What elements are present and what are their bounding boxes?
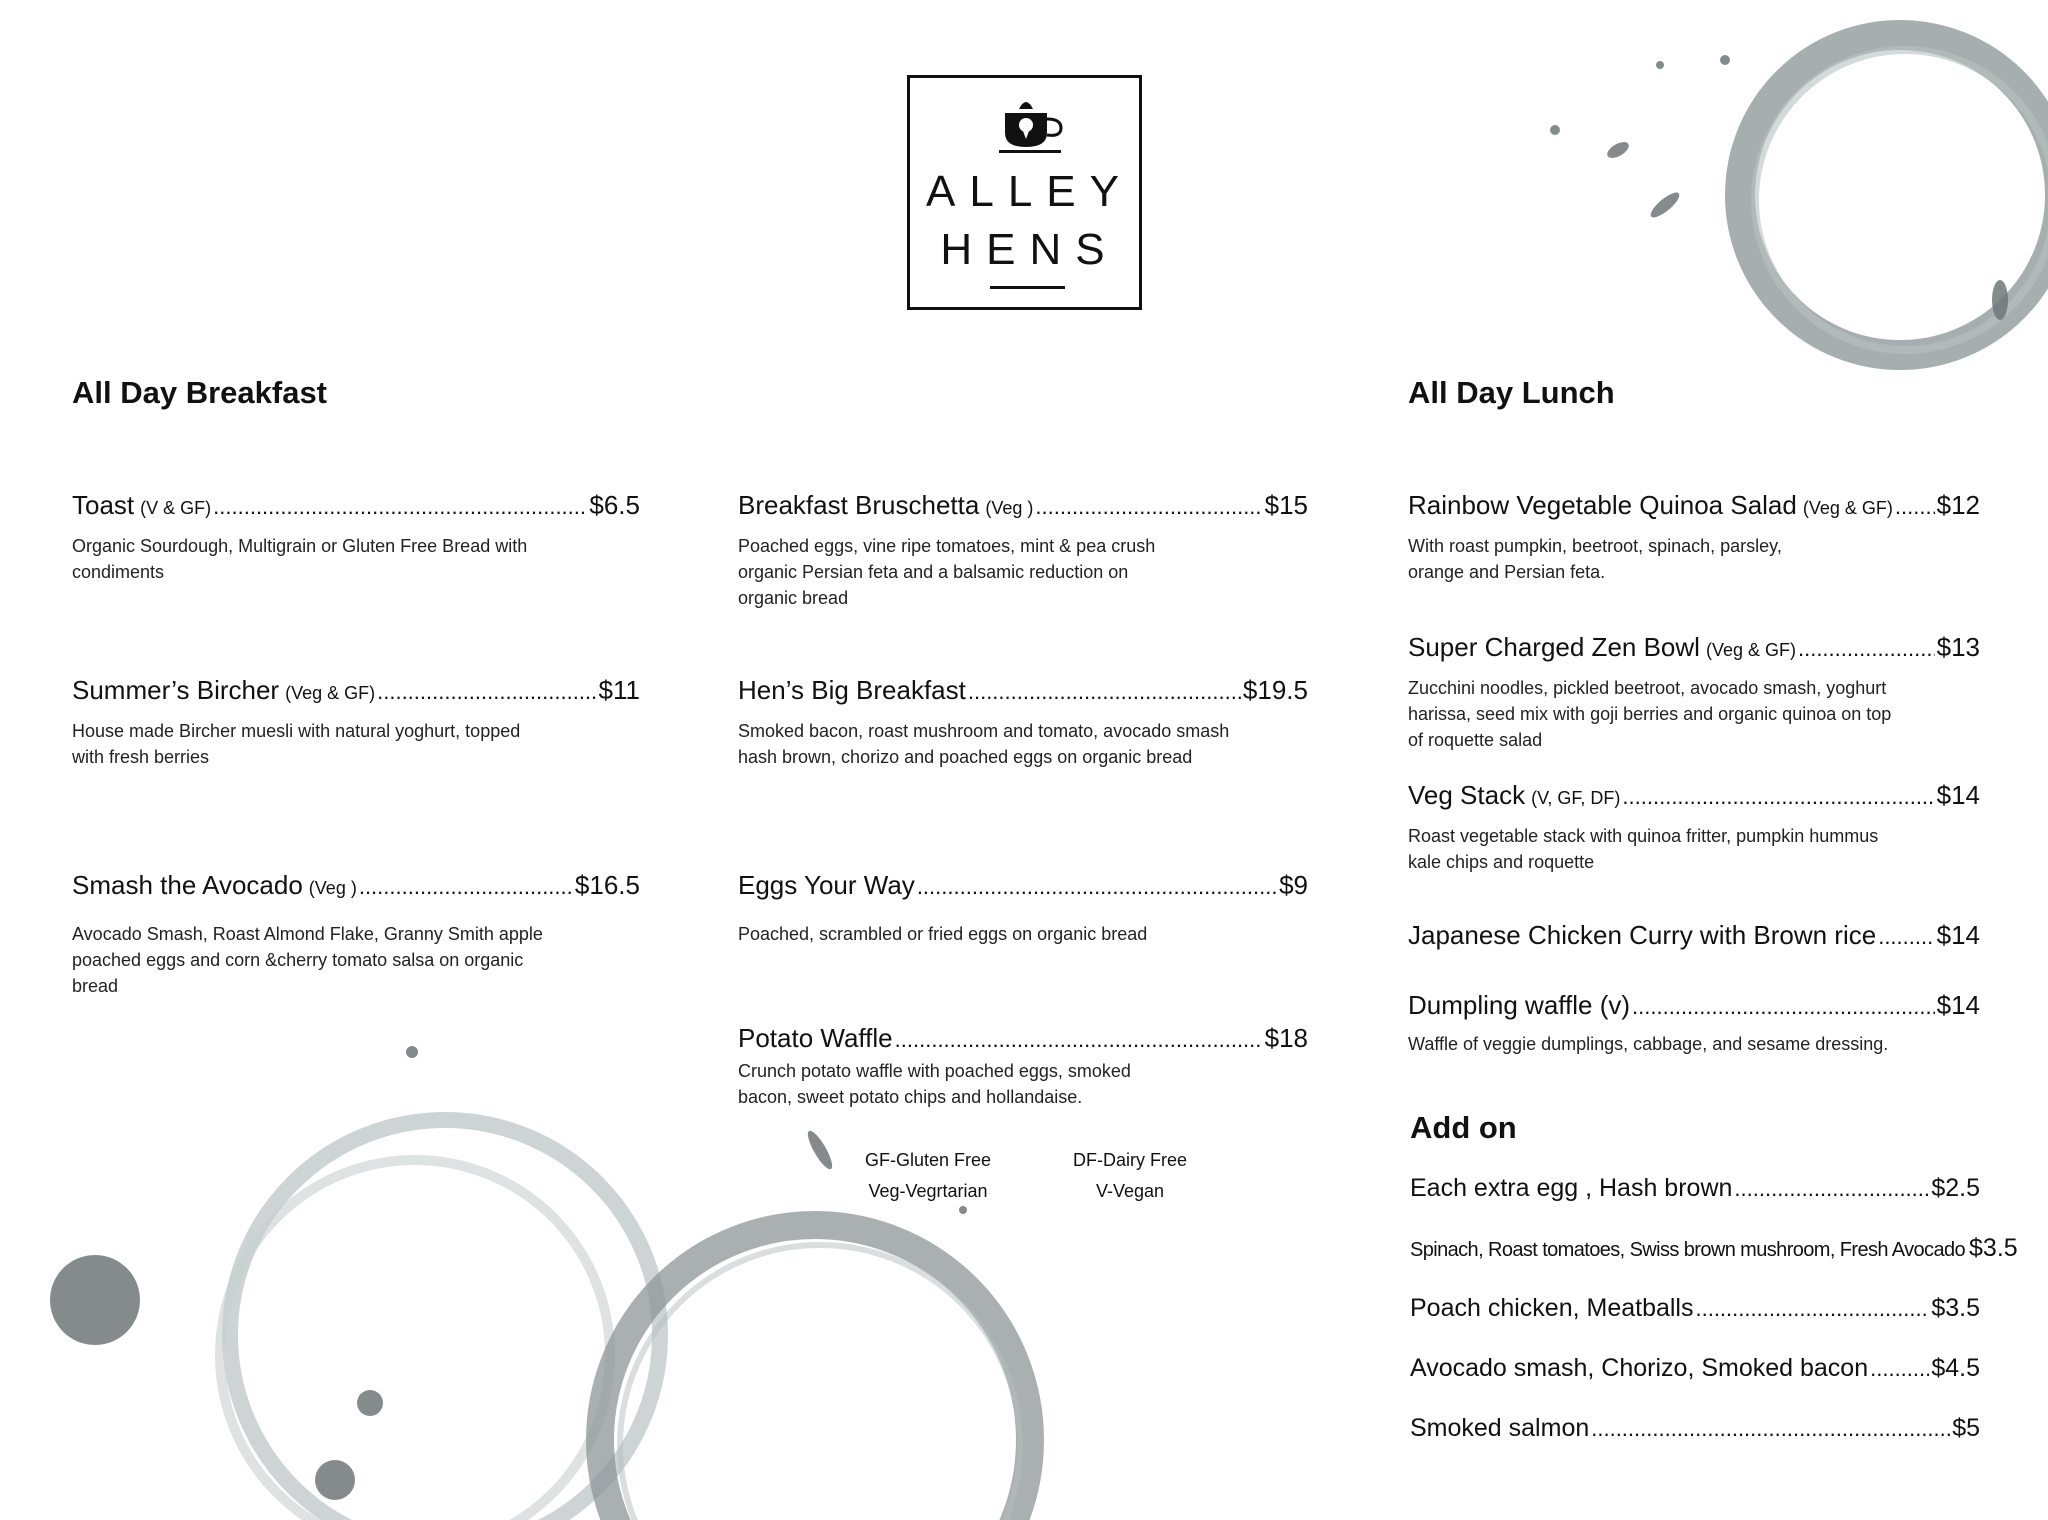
item-tag: (Veg & GF) — [285, 683, 376, 703]
item-price: $19.5 — [1242, 675, 1308, 705]
item-name: Hen’s Big Breakfast — [738, 675, 966, 705]
item-price: $6.5 — [589, 490, 640, 520]
addon-name: Smoked salmon — [1410, 1414, 1590, 1442]
item-description: Poached eggs, vine ripe tomatoes, mint & pea crush organic Persian feta and a balsamic reduction on organic bread — [738, 536, 1156, 608]
leader-dots — [1798, 636, 1935, 662]
item-price: $14 — [1936, 920, 1980, 950]
item-description: Zucchini noodles, pickled beetroot, avocado smash, yoghurt harissa, seed mix with goji berries and organic quinoa on top of roquette salad — [1408, 678, 1892, 750]
menu-item-toast — [72, 490, 640, 585]
item-name: Eggs Your Way — [738, 870, 915, 900]
item-tag: (Veg ) — [985, 498, 1034, 518]
item-description: Roast vegetable stack with quinoa fritter, pumpkin hummus kale chips and roquette — [1408, 826, 1879, 872]
leader-dots — [1878, 924, 1934, 950]
item-description: Organic Sourdough, Multigrain or Gluten Free Bread with condiments — [72, 536, 528, 582]
leader-dots — [1622, 784, 1934, 810]
item-name: Dumpling waffle (v) — [1408, 990, 1631, 1020]
menu-item-potato-waffle — [738, 1023, 1308, 1110]
leader-dots — [968, 679, 1241, 705]
item-name: Japanese Chicken Curry with Brown rice — [1408, 920, 1877, 950]
menu-item-hens-big-breakfast — [738, 675, 1308, 770]
leader-dots — [213, 494, 587, 520]
leader-dots — [1035, 494, 1262, 520]
addon-item — [1410, 1414, 1980, 1443]
logo-word-alley: ALLEY — [926, 167, 1133, 216]
addon-name: Avocado smash, Chorizo, Smoked bacon — [1410, 1354, 1869, 1382]
addon-price: $2.5 — [1931, 1174, 1980, 1202]
leader-dots — [895, 1027, 1263, 1053]
item-price: $13 — [1936, 632, 1980, 662]
menu-item-zen-bowl — [1408, 632, 1980, 753]
leader-dots — [359, 874, 573, 900]
menu-item-japanese-chicken-curry — [1408, 920, 1980, 951]
item-price: $11 — [598, 675, 640, 705]
addon-name: Spinach, Roast tomatoes, Swiss brown mushroom, Fresh Avocado — [1410, 1239, 1966, 1261]
addon-price: $5 — [1952, 1414, 1980, 1442]
lunch-heading: All Day Lunch — [1408, 375, 1615, 410]
item-tag: (V & GF) — [140, 498, 212, 518]
leader-dots — [377, 679, 596, 705]
leader-dots — [1591, 1416, 1950, 1442]
item-name: Rainbow Vegetable Quinoa Salad — [1408, 490, 1797, 520]
leader-dots — [1734, 1176, 1929, 1202]
item-name: Summer’s Bircher — [72, 675, 280, 705]
item-name: Smash the Avocado — [72, 870, 303, 900]
addon-item — [1410, 1174, 1980, 1203]
menu-item-veg-stack — [1408, 780, 1980, 875]
addon-heading: Add on — [1410, 1110, 1517, 1145]
item-price: $9 — [1279, 870, 1308, 900]
legend-vegan: V-Vegan — [1095, 1181, 1165, 1201]
addon-name: Each extra egg , Hash brown — [1410, 1174, 1733, 1202]
item-name: Veg Stack — [1408, 780, 1526, 810]
item-price: $12 — [1936, 490, 1980, 520]
item-tag: (V, GF, DF) — [1531, 788, 1621, 808]
menu-item-dumpling-waffle — [1408, 990, 1980, 1057]
addon-price: $4.5 — [1931, 1354, 1980, 1382]
menu-item-rainbow-quinoa-salad — [1408, 490, 1980, 585]
alley-hens-logo — [907, 75, 1142, 310]
hen-coffee-cup-icon — [995, 95, 1065, 155]
item-name: Potato Waffle — [738, 1023, 893, 1053]
item-tag: (Veg ) — [308, 878, 357, 898]
addon-item — [1410, 1294, 1980, 1323]
addon-name: Poach chicken, Meatballs — [1410, 1294, 1694, 1322]
item-tag: (Veg & GF) — [1705, 640, 1796, 660]
logo-word-hens: HENS — [940, 225, 1119, 274]
item-description: Waffle of veggie dumplings, cabbage, and sesame dressing. — [1408, 1034, 1889, 1054]
addon-item — [1410, 1234, 2018, 1263]
item-description: Avocado Smash, Roast Almond Flake, Granny Smith apple poached eggs and corn &cherry tomato salsa on organic bread — [72, 924, 543, 996]
dietary-legend-right — [1040, 1145, 1220, 1207]
item-description: Smoked bacon, roast mushroom and tomato, avocado smash hash brown, chorizo and poached eggs on organic bread — [738, 721, 1230, 767]
item-description: With roast pumpkin, beetroot, spinach, parsley, orange and Persian feta. — [1408, 536, 1782, 582]
item-tag: (Veg & GF) — [1802, 498, 1893, 518]
item-price: $14 — [1936, 780, 1980, 810]
addon-price: $3.5 — [1931, 1294, 1980, 1322]
item-price: $18 — [1264, 1023, 1308, 1053]
item-price: $15 — [1264, 490, 1308, 520]
legend-vegetarian: Veg-Vegrtarian — [868, 1181, 988, 1201]
logo-underline — [990, 286, 1065, 289]
addon-item — [1410, 1354, 1980, 1383]
item-description: Crunch potato waffle with poached eggs, smoked bacon, sweet potato chips and hollandaise. — [738, 1061, 1131, 1107]
leader-dots — [1895, 494, 1935, 520]
dietary-legend-left — [838, 1145, 1018, 1207]
menu-item-summers-bircher — [72, 675, 640, 770]
menu-item-breakfast-bruschetta — [738, 490, 1308, 611]
legend-gluten-free: GF-Gluten Free — [864, 1150, 992, 1170]
legend-dairy-free: DF-Dairy Free — [1072, 1150, 1187, 1170]
item-description: Poached, scrambled or fried eggs on organic bread — [738, 924, 1148, 944]
item-price: $16.5 — [574, 870, 640, 900]
item-description: House made Bircher muesli with natural yoghurt, topped with fresh berries — [72, 721, 521, 767]
addon-price: $3.5 — [1969, 1234, 2018, 1262]
leader-dots — [1870, 1356, 1929, 1382]
item-name: Breakfast Bruschetta — [738, 490, 980, 520]
leader-dots — [1695, 1296, 1929, 1322]
item-name: Super Charged Zen Bowl — [1408, 632, 1700, 662]
item-price: $14 — [1936, 990, 1980, 1020]
breakfast-heading: All Day Breakfast — [72, 375, 328, 410]
item-name: Toast — [72, 490, 135, 520]
leader-dots — [917, 874, 1277, 900]
leader-dots — [1632, 994, 1935, 1020]
menu-item-smash-the-avocado — [72, 870, 640, 999]
menu-item-eggs-your-way — [738, 870, 1308, 947]
